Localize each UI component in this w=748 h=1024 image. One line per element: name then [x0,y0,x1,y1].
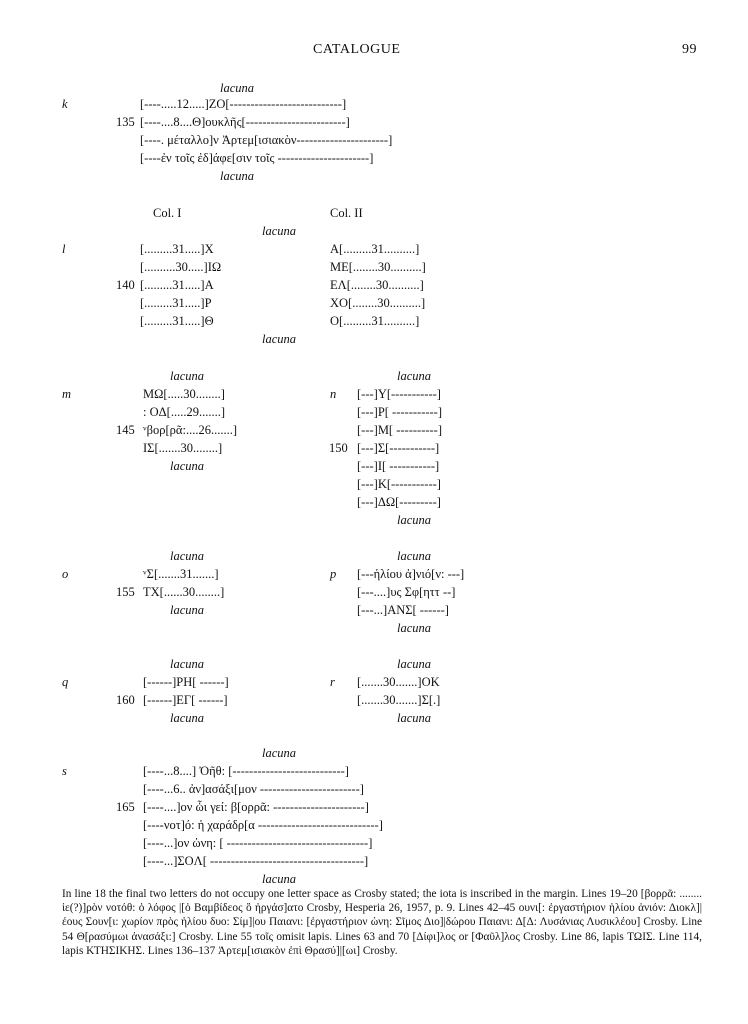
section-label-l: l [62,242,66,256]
lacuna-label: lacuna [170,369,205,383]
inscription-line: A[.........31..........] [330,242,420,256]
inscription-line: ᵛΣ[.......31.......] [143,567,219,581]
inscription-line: [----...]ΣOΛ[ -------------------------------------] [143,854,369,868]
lacuna-label: lacuna [397,621,432,635]
inscription-line: [.......30.......]Σ[.] [357,693,441,707]
inscription-line: [---]Y[-----------] [357,387,441,401]
lacuna-label: lacuna [220,81,255,95]
section-label-p: p [330,567,337,581]
commentary-notes [62,887,702,958]
inscription-line: [----...]ον ὠνη: [ ----------------------------------] [143,836,373,850]
lacuna-label: lacuna [170,549,205,563]
inscription-line: O[.........31..........] [330,314,420,328]
section-label-o: o [62,567,69,581]
inscription-line: XO[........30..........] [330,296,426,310]
section-label-n: n [330,387,337,401]
inscription-line: [------]EΓ[ ------] [143,693,228,707]
lacuna-label: lacuna [397,657,432,671]
lacuna-label: lacuna [397,549,432,563]
inscription-line: [..........30.....]IΩ [140,260,222,274]
lacuna-label: lacuna [397,711,432,725]
inscription-line: [----...8....] Ὀῆθ: [---------------------------] [143,764,349,778]
inscription-line: [.........31.....]A [140,278,214,292]
inscription-line: [---]ΔΩ[---------] [357,495,441,509]
line-number: 145 [116,423,135,437]
line-number: 165 [116,800,135,814]
lacuna-label: lacuna [262,746,297,760]
inscription-line: [.........31.....]X [140,242,214,256]
inscription-line: [---...]ANΣ[ ------] [357,603,449,617]
line-number: 135 [116,115,135,129]
inscription-line: [----...6.. ἀν]ασάξι[μον ------------------------] [143,782,364,796]
lacuna-label: lacuna [262,332,297,346]
section-label-r: r [330,675,335,689]
section-label-m: m [62,387,72,401]
inscription-line: [---]M[ ----------] [357,423,443,437]
inscription-line: [----. μέταλλο]ν Ἀρτεμ[ισιακὸν----------------------] [140,133,393,147]
lacuna-label: lacuna [262,872,297,886]
inscription-line: [---]P[ -----------] [357,405,443,419]
inscription-line: [---ἡλίου ἀ]νιό[ν: ---] [357,567,465,581]
inscription-line: TX[......30........] [143,585,225,599]
inscription-line: [----....8....Θ]ουκλῆς[------------------------] [140,115,350,129]
lacuna-label: lacuna [262,224,297,238]
inscription-line: IΣ[.......30........] [143,441,223,455]
inscription-line: [---]I[ -----------] [357,459,440,473]
lacuna-label: lacuna [220,169,255,183]
inscription-line: [.........31.....]Θ [140,314,214,328]
inscription-line: [---]Σ[-----------] [357,441,440,455]
inscription-line: MΩ[.....30........] [143,387,225,401]
section-label-k: k [62,97,68,111]
lacuna-label: lacuna [397,513,432,527]
line-number: 155 [116,585,135,599]
line-number: 140 [116,278,135,292]
inscription-line: [.......30.......]OK [357,675,440,689]
line-number: 160 [116,693,135,707]
inscription-line: [.........31.....]P [140,296,212,310]
lacuna-label: lacuna [397,369,432,383]
inscription-line: [----....]ον ὧι γεί: β[ορρᾶ: ----------------------] [143,800,369,814]
inscription-line: ME[........30..........] [330,260,426,274]
column-heading: Col. II [330,206,363,220]
inscription-line: [----ἐν τοῖς ἐδ]άφε[σιν τοῖς ----------------------] [140,151,374,165]
page-number: 99 [682,42,697,57]
lacuna-label: lacuna [170,711,205,725]
lacuna-label: lacuna [170,459,205,473]
inscription-line: [----νοτ]ό: ἡ χαράδρ[α -----------------------------] [143,818,383,832]
lacuna-label: lacuna [170,603,205,617]
inscription-line: [----.....12.....]ZO[---------------------------] [140,97,347,111]
running-header: CATALOGUE [313,42,401,57]
inscription-line: [------]PH[ ------] [143,675,229,689]
inscription-line: [---....]υς Σφ[ηττ --] [357,585,456,599]
inscription-line: ᵛβορ[ρᾶ:....26.......] [143,423,237,437]
section-label-q: q [62,675,69,689]
inscription-line: : OΔ[.....29.......] [143,405,225,419]
column-heading: Col. I [153,206,182,220]
inscription-line: EΛ[........30..........] [330,278,424,292]
inscription-line: [---]K[-----------] [357,477,441,491]
section-label-s: s [62,764,67,778]
lacuna-label: lacuna [170,657,205,671]
note-paragraph: In line 18 the final two letters do not occupy one letter space as Crosby stated; the iota is inscribed in the margin. Lines 19–20 [βορρᾶ: ........ ἰε(?)]ρὸν νοτόθ: ὁ λόφος |[ὁ Βαμβίδεος ὃ ἠργάσ]ατο Crosby, Hesperia 26, 1957, p. 9. Lines 42–45 ουνι[: ἐργαστήριον ἡλίου ἀνιόν: Διοκλ]|έους Σουν[ι: χωρίον πρὸς ἡλίου δυο: Σίμ]|ου Παιανι: [ἐργαστήριον ὠνη: Σῖμος Διο]|δώρου Παιανι: Δ[Δ: Λυσάνιας Λυσικλέου] Crosby. Line 54 Θ[ρασύμωι ἀνασάξι:] Crosby. Line 55 τοῖς omisit lapis. Lines 63 and 70 [Δίφι]λος or [Φαῦλ]λος Crosby. Line 86, lapis ΤΩΙΣ. Line 114, lapis ΚΤΗΣΙΚΗΣ. Lines 136–137 Ἀρτεμ[ισιακὸν ἐπὶ Θρασύ]|[ωι] Crosby. [62,888,702,957]
line-number: 150 [329,441,348,455]
